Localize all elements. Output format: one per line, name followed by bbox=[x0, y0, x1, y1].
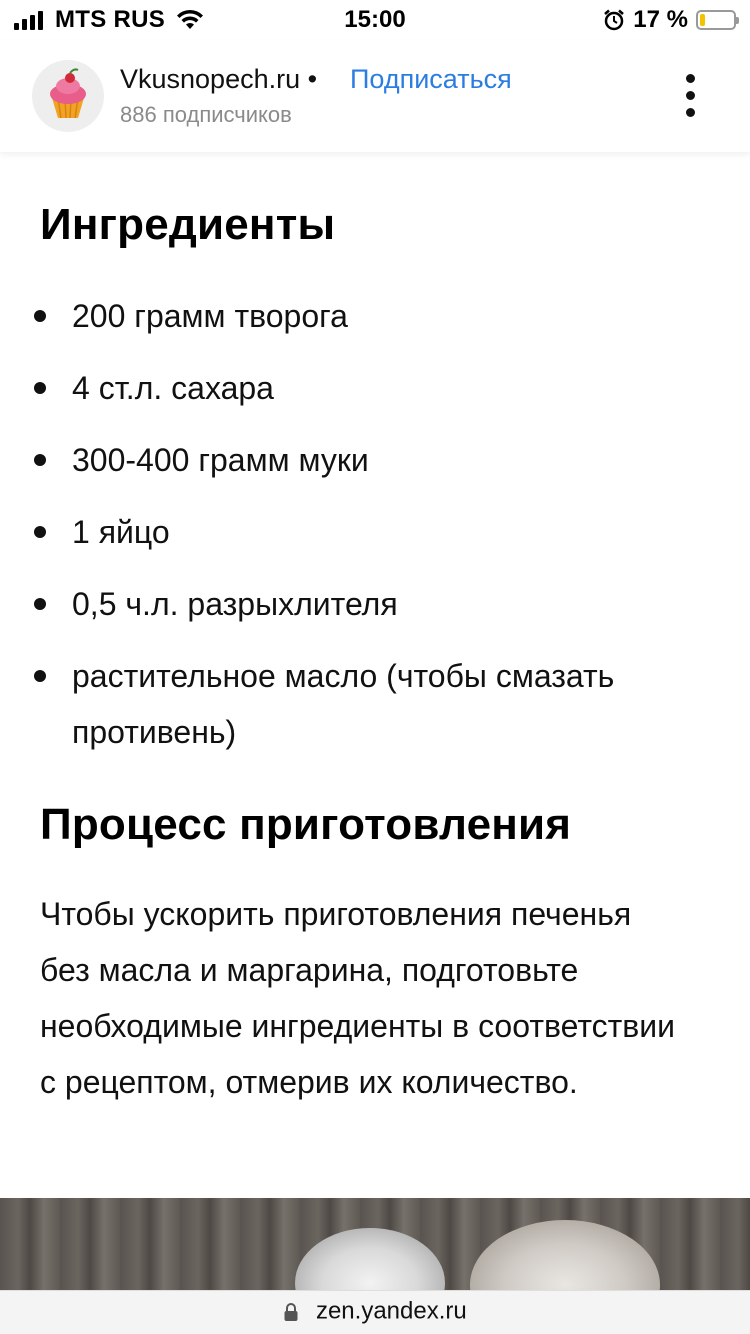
clock-time: 15:00 bbox=[344, 6, 406, 33]
carrier-name: MTS RUS bbox=[55, 6, 166, 33]
bowl-image bbox=[470, 1220, 660, 1290]
process-paragraph: Чтобы ускорить приготовления печенья без масла и маргарина, подготовьте необходимые ингредиенты в соответствии с рецептом, отмерив их количество. bbox=[40, 896, 676, 1100]
article-photo[interactable] bbox=[0, 1198, 750, 1290]
bullet-icon bbox=[34, 526, 46, 538]
list-item: растительное масло (чтобы смазать противень) bbox=[72, 648, 712, 760]
list-item: 0,5 ч.л. разрыхлителя bbox=[72, 576, 712, 632]
channel-name[interactable]: Vkusnopech.ru • bbox=[120, 64, 318, 94]
bowl-image bbox=[295, 1228, 445, 1290]
browser-url-bar[interactable] bbox=[0, 1290, 750, 1334]
battery-level-fill bbox=[700, 14, 705, 26]
bullet-icon bbox=[34, 310, 46, 322]
url-text: zen.yandex.ru bbox=[315, 1297, 467, 1325]
bullet-icon bbox=[34, 670, 46, 682]
battery-percent: 17 % bbox=[633, 6, 688, 33]
bullet-icon bbox=[34, 598, 46, 610]
channel-header bbox=[0, 40, 750, 152]
status-bar-right bbox=[603, 6, 736, 34]
bullet-icon bbox=[34, 454, 46, 466]
list-item: 300-400 грамм муки bbox=[72, 432, 712, 488]
process-heading: Процесс приготовления bbox=[40, 800, 572, 849]
alarm-icon bbox=[603, 9, 625, 31]
list-item: 4 ст.л. сахара bbox=[72, 360, 712, 416]
ingredients-heading: Ингредиенты bbox=[40, 200, 336, 249]
cupcake-icon bbox=[32, 60, 104, 132]
list-item: 1 яйцо bbox=[72, 504, 712, 560]
battery-icon bbox=[696, 10, 736, 30]
lock-icon bbox=[283, 1302, 299, 1322]
subscribe-button[interactable]: Подписаться bbox=[350, 64, 512, 94]
list-item: 200 грамм творога bbox=[72, 288, 712, 344]
status-bar bbox=[0, 0, 750, 40]
more-vertical-icon[interactable] bbox=[684, 74, 696, 118]
bullet-icon bbox=[34, 382, 46, 394]
channel-avatar[interactable] bbox=[32, 60, 104, 132]
url-display[interactable] bbox=[0, 1297, 750, 1326]
subscriber-count: 886 подписчиков bbox=[120, 102, 292, 127]
